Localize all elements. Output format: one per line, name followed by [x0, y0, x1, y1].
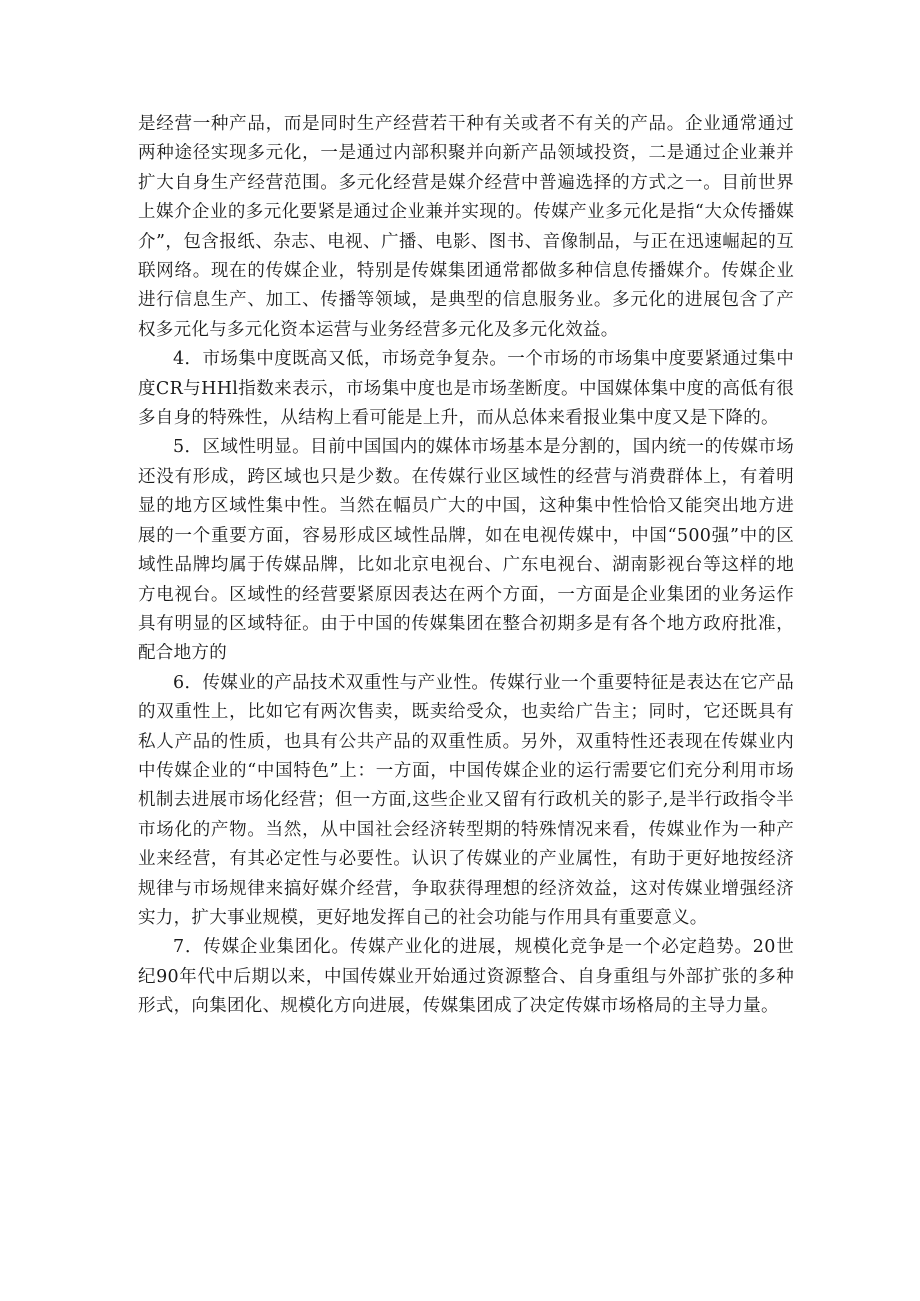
paragraph-continuation: 是经营一种产品，而是同时生产经营若干种有关或者不有关的产品。企业通常通过两种途径实现多元化，一是通过内部积聚并向新产品领域投资，二是通过企业兼并扩大自身生产经营范围。多元化经营是媒介经营中普遍选择的方式之一。目前世界上媒介企业的多元化要紧是通过企业兼并实现的。传媒产业多元化是指“大众传播媒介”，包含报纸、杂志、电视、广播、电影、图书、音像制品，与正在迅速崛起的互联网络。现在的传媒企业，特别是传媒集团通常都做多种信息传播媒介。传媒企业进行信息生产、加工、传播等领域，是典型的信息服务业。多元化的进展包含了产权多元化与多元化资本运营与业务经营多元化及多元化效益。 [138, 114, 794, 340]
paragraph-item-6: 6．传媒业的产品技术双重性与产业性。传媒行业一个重要特征是表达在它产品的双重性上，比如它有两次售卖，既卖给受众，也卖给广告主；同时，它还既具有私人产品的性质，也具有公共产品的双重性质。另外，双重特性还表现在传媒业内中传媒企业的“中国特色”上：一方面，中国传媒企业的运行需要它们充分利用市场机制去进展市场化经营；但一方面,这些企业又留有行政机关的影子,是半行政指令半市场化的产物。当然，从中国社会经济转型期的特殊情况来看，传媒业作为一种产业来经营，有其必定性与必要性。认识了传媒业的产业属性，有助于更好地按经济规律与市场规律来搞好媒介经营，争取获得理想的经济效益，这对传媒业增强经济实力，扩大事业规模，更好地发挥自己的社会功能与作用具有重要意义。 [138, 672, 794, 928]
paragraph-item-4: 4．市场集中度既高又低，市场竞争复杂。一个市场的市场集中度要紧通过集中度CR与HHl指数来表示，市场集中度也是市场垄断度。中国媒体集中度的高低有很多自身的特殊性，从结构上看可能是上升，而从总体来看报业集中度又是下降的。 [138, 349, 794, 429]
paragraph-item-5: 5．区域性明显。目前中国国内的媒体市场基本是分割的，国内统一的传媒市场还没有形成，跨区域也只是少数。在传媒行业区域性的经营与消费群体上，有着明显的地方区域性集中性。当然在幅员广大的中国，这种集中性恰恰又能突出地方进展的一个重要方面，容易形成区域性品牌，如在电视传媒中，中国“500强”中的区域性品牌均属于传媒品牌，比如北京电视台、广东电视台、湖南影视台等这样的地方电视台。区域性的经营要紧原因表达在两个方面，一方面是企业集团的业务运作具有明显的区域特征。由于中国的传媒集团在整合初期多是有各个地方政府批准，配合地方的 [138, 437, 794, 664]
paragraph-item-7: 7．传媒企业集团化。传媒产业化的进展，规模化竞争是一个必定趋势。20世纪90年代中后期以来，中国传媒业开始通过资源整合、自身重组与外部扩张的多种形式，向集团化、规模化方向进展，传媒集团成了决定传媒市场格局的主导力量。 [138, 937, 794, 1017]
document-body [138, 110, 794, 1022]
